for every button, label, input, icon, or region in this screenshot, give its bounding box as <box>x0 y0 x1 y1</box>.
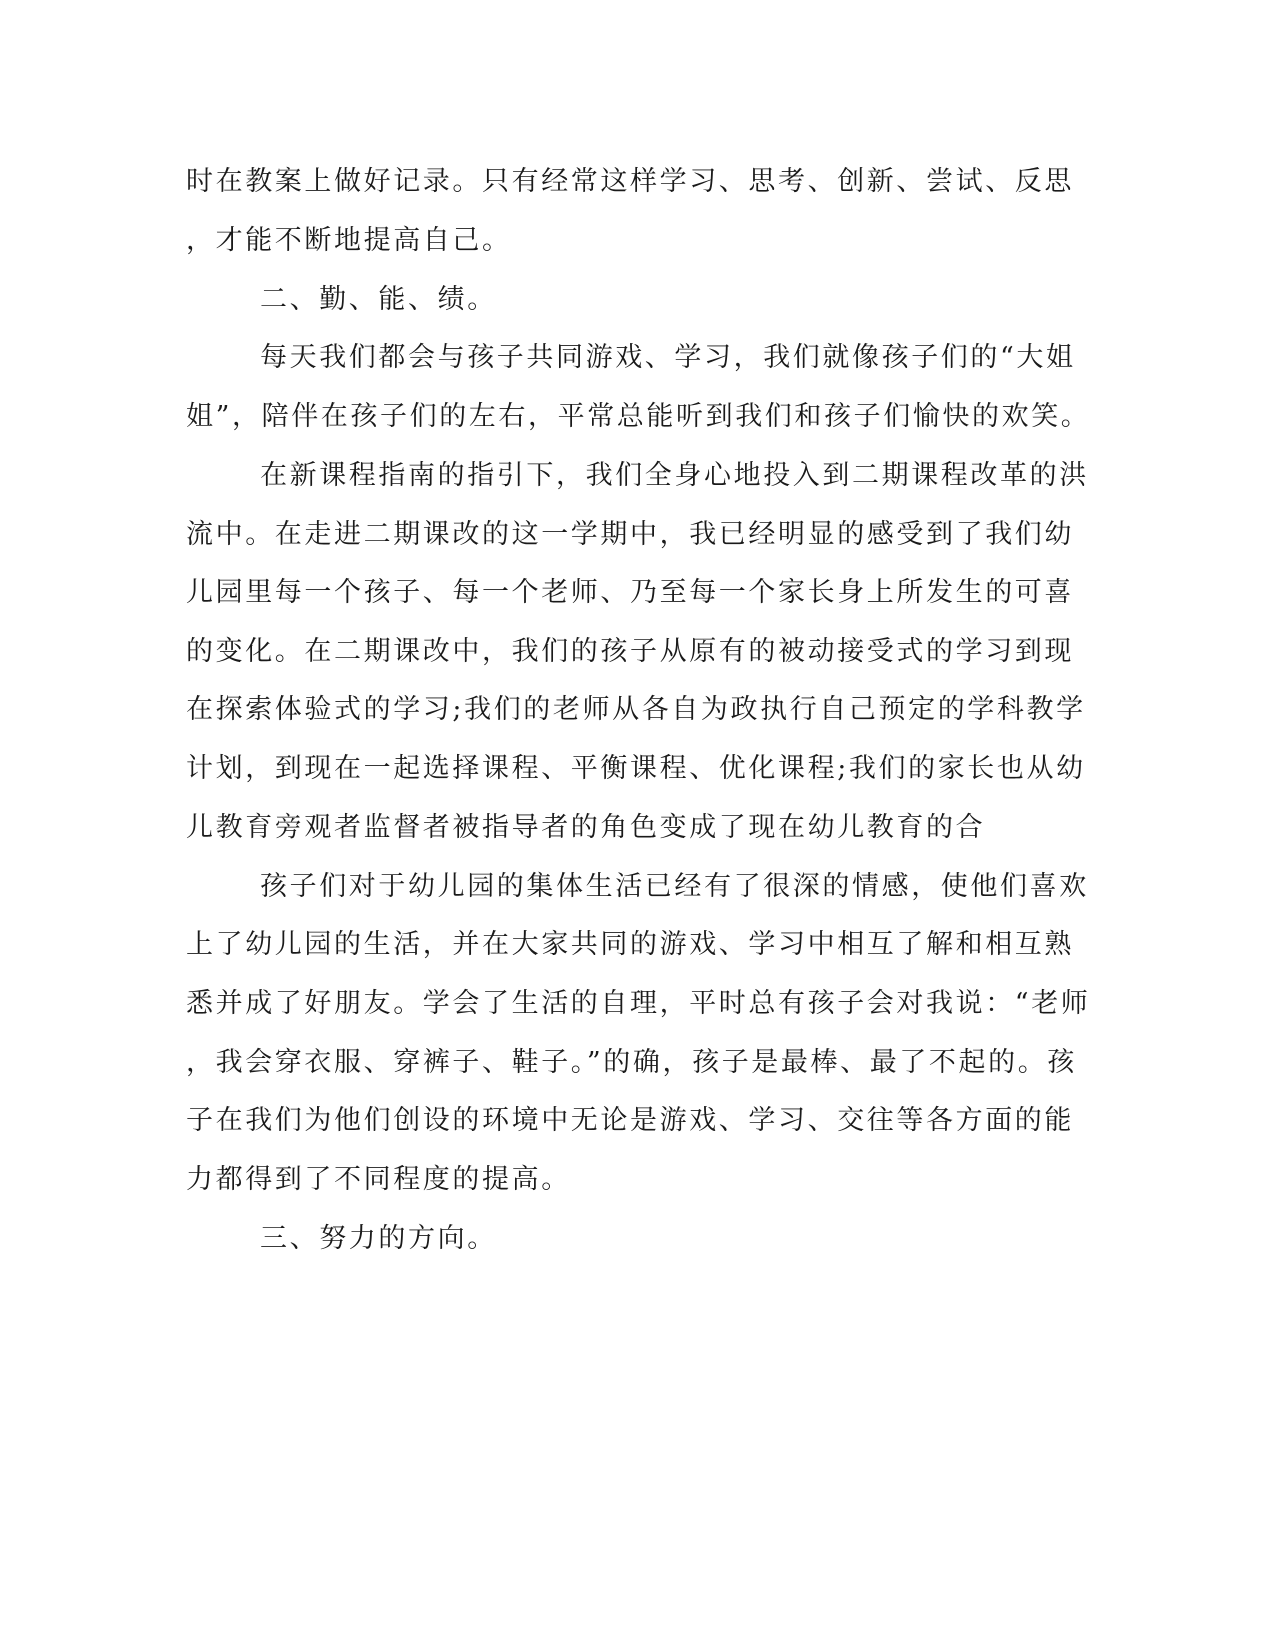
paragraph-line: ，我会穿衣服、穿裤子、鞋子。”的确，孩子是最棒、最了不起的。孩 <box>186 1047 1077 1078</box>
section-heading: 二、勤、能、绩。 <box>260 284 497 315</box>
paragraph-line: 的变化。在二期课改中，我们的孩子从原有的被动接受式的学习到现 <box>186 636 1074 667</box>
paragraph-line: 悉并成了好朋友。学会了生活的自理，平时总有孩子会对我说：“老师 <box>186 988 1091 1019</box>
paragraph-line: 计划，到现在一起选择课程、平衡课程、优化课程;我们的家长也从幼 <box>186 753 1086 784</box>
paragraph-line: 儿园里每一个孩子、每一个老师、乃至每一个家长身上所发生的可喜 <box>186 577 1074 608</box>
section-heading: 三、努力的方向。 <box>260 1223 497 1254</box>
paragraph-line: ，才能不断地提高自己。 <box>186 225 512 256</box>
paragraph-line: 子在我们为他们创设的环境中无论是游戏、学习、交往等各方面的能 <box>186 1105 1074 1136</box>
paragraph-line: 孩子们对于幼儿园的集体生活已经有了很深的情感，使他们喜欢 <box>260 871 1089 902</box>
paragraph-line: 姐”，陪伴在孩子们的左右，平常总能听到我们和孩子们愉快的欢笑。 <box>186 401 1091 432</box>
paragraph-line: 流中。在走进二期课改的这一学期中，我已经明显的感受到了我们幼 <box>186 519 1074 550</box>
paragraph-line: 力都得到了不同程度的提高。 <box>186 1164 571 1195</box>
paragraph-line: 儿教育旁观者监督者被指导者的角色变成了现在幼儿教育的合 <box>186 812 986 843</box>
paragraph-line: 时在教案上做好记录。只有经常这样学习、思考、创新、尝试、反思 <box>186 166 1074 197</box>
paragraph-line: 每天我们都会与孩子共同游戏、学习，我们就像孩子们的“大姐 <box>260 342 1076 373</box>
paragraph-line: 上了幼儿园的生活，并在大家共同的游戏、学习中相互了解和相互熟 <box>186 929 1074 960</box>
paragraph-line: 在探索体验式的学习;我们的老师从各自为政执行自己预定的学科教学 <box>186 694 1086 725</box>
paragraph-line: 在新课程指南的指引下，我们全身心地投入到二期课程改革的洪 <box>260 460 1089 491</box>
